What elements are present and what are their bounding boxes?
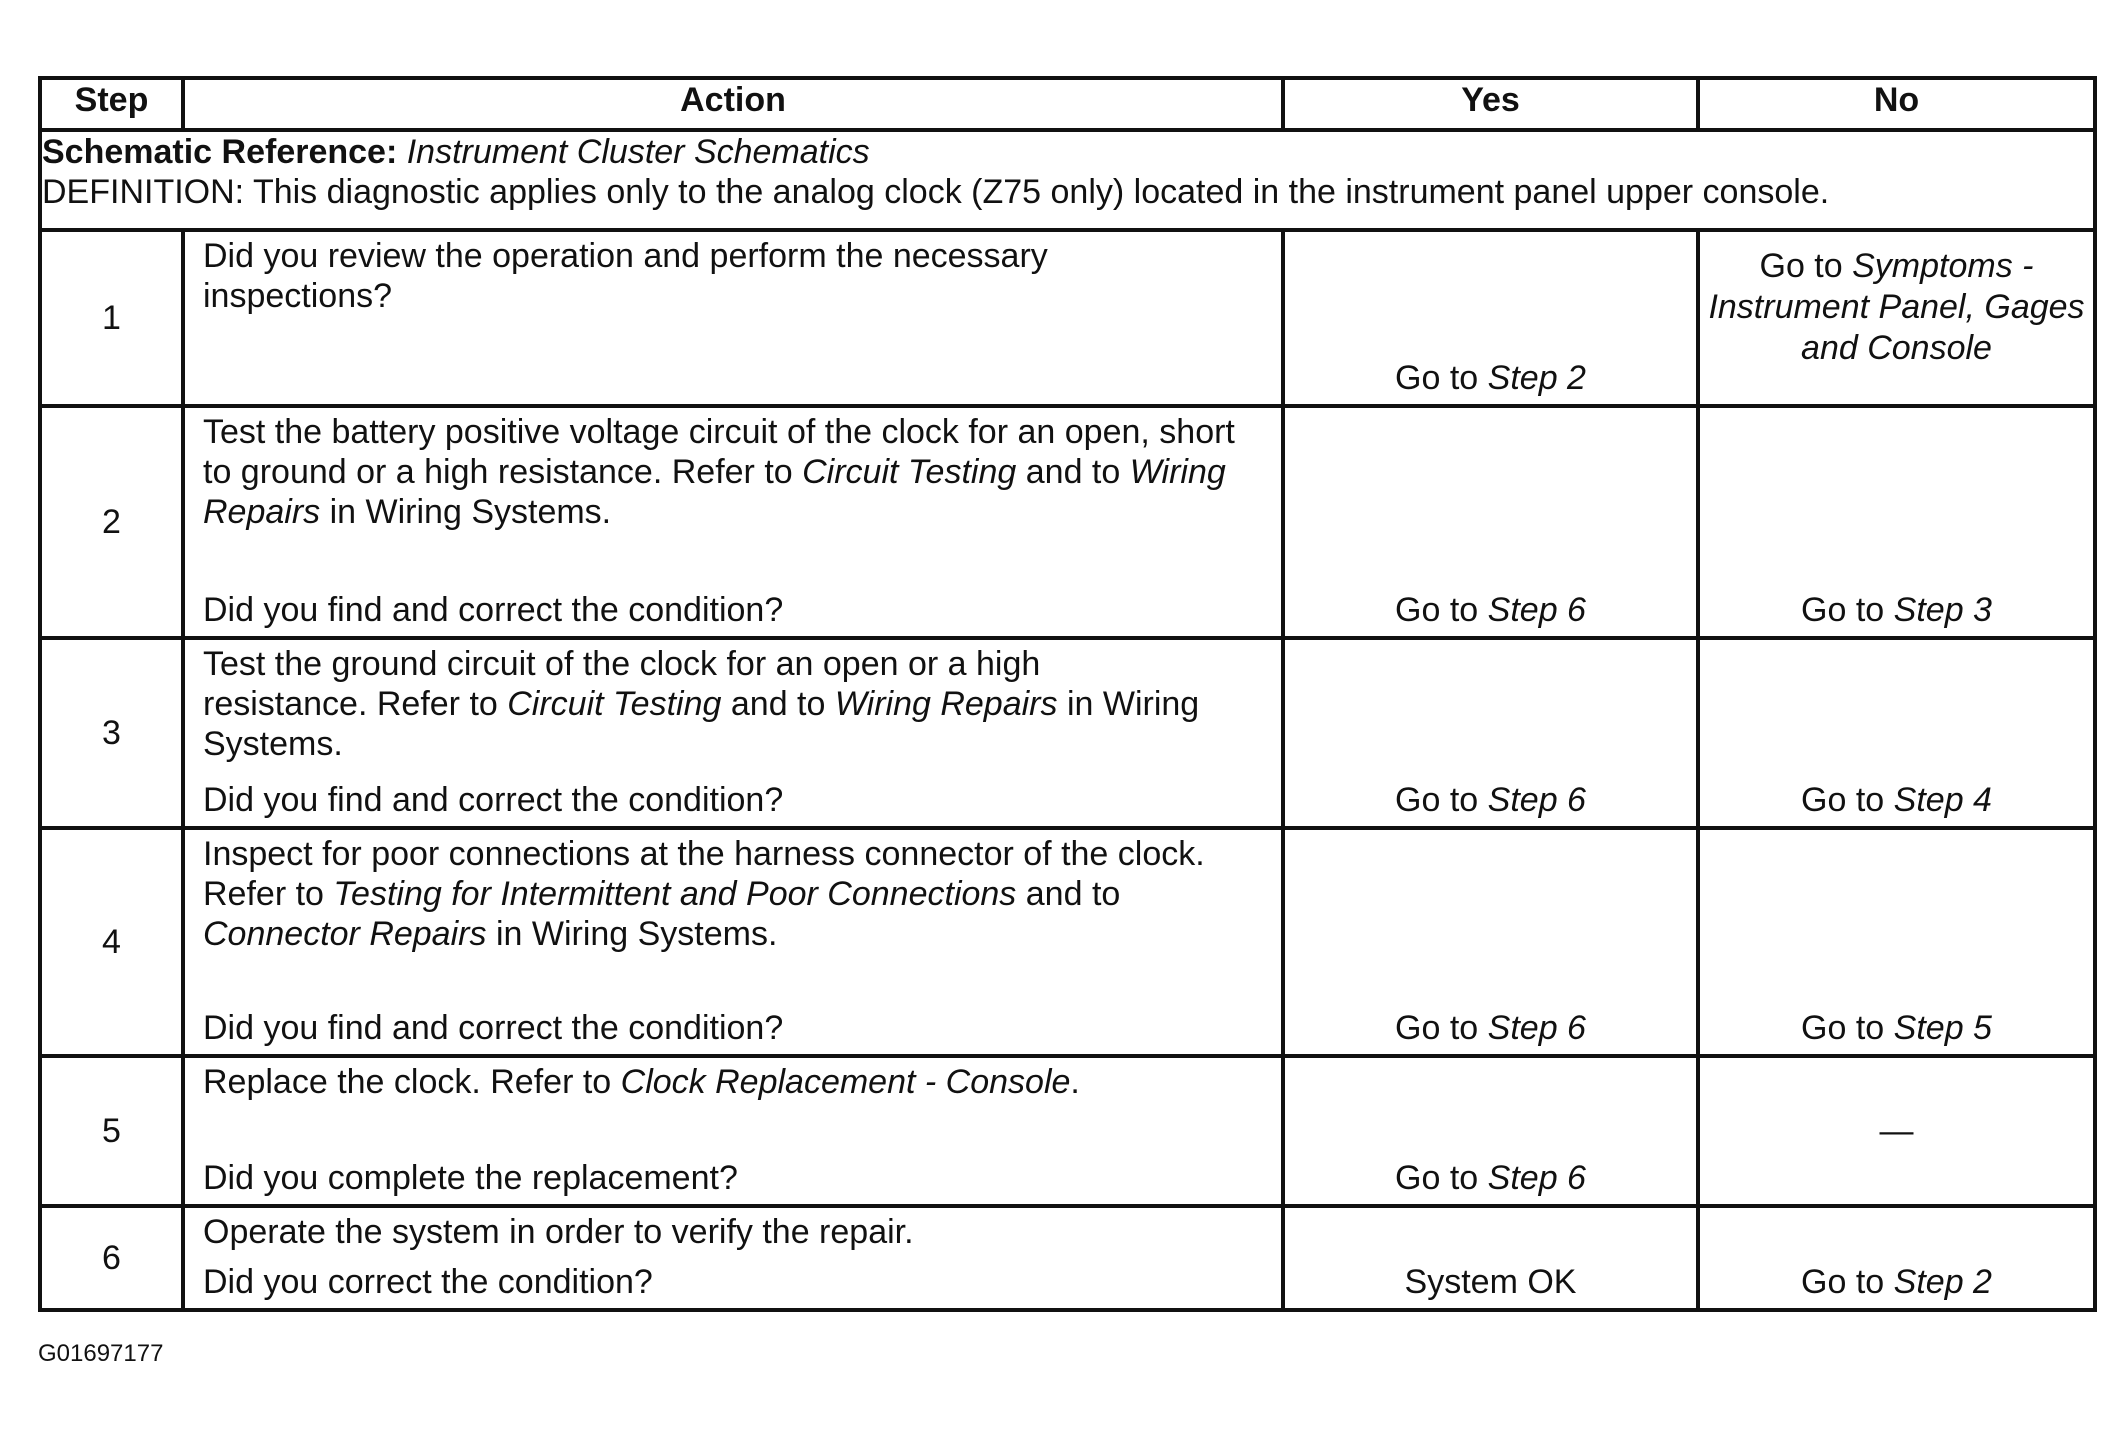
action-cell	[183, 828, 1283, 1056]
no-target: Step 3	[1893, 591, 1992, 629]
header-row	[40, 78, 2095, 130]
instruction-part: Replace the clock. Refer to	[203, 1063, 612, 1101]
question-text: Did you find and correct the condition?	[203, 591, 784, 629]
reference-link: Circuit Testing	[802, 453, 1017, 491]
table-row	[40, 406, 2095, 638]
no-cell	[1698, 1056, 2095, 1206]
no-target: Symptoms - Instrument Panel, Gages and Console	[1708, 247, 2085, 367]
yes-cell	[1283, 828, 1698, 1056]
table-row	[40, 230, 2095, 406]
yes-goto	[1285, 780, 1696, 820]
action-cell	[183, 1056, 1283, 1206]
reference-link: Testing for Intermittent and Poor Connections	[333, 875, 1017, 913]
yes-goto	[1285, 1008, 1696, 1048]
instruction-part: in Wiring Systems.	[329, 493, 612, 531]
yes-cell	[1283, 1056, 1698, 1206]
diagnostic-table	[38, 76, 2097, 1312]
table-row	[40, 638, 2095, 828]
action-cell	[183, 638, 1283, 828]
instruction-part: in Wiring Systems.	[495, 915, 778, 953]
schematic-label: Schematic Reference:	[42, 133, 398, 171]
instruction-text	[203, 644, 1263, 764]
question-text: Did you find and correct the condition?	[203, 1009, 784, 1047]
no-cell	[1698, 638, 2095, 828]
reference-link: Wiring Repairs	[834, 685, 1058, 723]
goto-prefix: Go to	[1801, 1009, 1885, 1047]
no-cell	[1698, 1206, 2095, 1310]
goto-prefix: Go to	[1395, 591, 1479, 629]
yes-cell	[1283, 1206, 1698, 1310]
reference-link: Wiring Repairs	[203, 453, 1226, 531]
no-goto	[1700, 1262, 2093, 1302]
reference-link: Connector Repairs	[203, 915, 487, 953]
question-text: Did you review the operation and perform the necessary inspections?	[203, 237, 1048, 315]
action-cell	[183, 406, 1283, 638]
step-number: 5	[40, 1056, 183, 1206]
goto-prefix: Go to	[1759, 247, 1843, 285]
yes-cell	[1283, 230, 1698, 406]
definition-text: DEFINITION: This diagnostic applies only to the analog clock (Z75 only) located in the instrument panel upper console.	[42, 173, 1830, 211]
header-no: No	[1698, 78, 2095, 130]
no-goto	[1700, 246, 2093, 369]
yes-target: Step 6	[1487, 1159, 1586, 1197]
question-text: Did you find and correct the condition?	[203, 781, 784, 819]
no-target: Step 5	[1893, 1009, 1992, 1047]
action-cell	[183, 230, 1283, 406]
yes-target: Step 6	[1487, 1009, 1586, 1047]
no-target: Step 4	[1893, 781, 1992, 819]
goto-prefix: Go to	[1395, 1009, 1479, 1047]
schematic-ref: Instrument Cluster Schematics	[406, 133, 870, 171]
no-goto	[1700, 780, 2093, 820]
instruction-part: and to	[1025, 453, 1121, 491]
no-goto	[1700, 1008, 2093, 1048]
goto-prefix: Go to	[1395, 359, 1479, 397]
figure-id: G01697177	[38, 1340, 164, 1367]
yes-target: Step 2	[1487, 359, 1586, 397]
instruction-part: and to	[1025, 875, 1121, 913]
reference-link: Clock Replacement - Console	[620, 1063, 1071, 1101]
instruction-text: Operate the system in order to verify the repair.	[203, 1213, 914, 1251]
no-cell	[1698, 406, 2095, 638]
step-number: 4	[40, 828, 183, 1056]
intro-cell	[40, 130, 2095, 230]
no-dash: —	[1879, 1112, 1914, 1150]
instruction-part: Test the battery positive voltage circuit of the clock for an open, short to ground or a high resistance. Refer to	[203, 413, 1235, 491]
goto-prefix: Go to	[1801, 591, 1885, 629]
yes-goto	[1285, 358, 1696, 398]
instruction-part: in Wiring Systems.	[203, 685, 1200, 763]
instruction-text	[203, 412, 1263, 532]
step-number: 1	[40, 230, 183, 406]
schematic-reference	[42, 132, 2093, 172]
step-number: 6	[40, 1206, 183, 1310]
step-number: 2	[40, 406, 183, 638]
yes-goto	[1285, 1158, 1696, 1198]
no-target: Step 2	[1893, 1263, 1992, 1301]
yes-result: System OK	[1404, 1263, 1577, 1301]
table-row	[40, 1056, 2095, 1206]
goto-prefix: Go to	[1801, 781, 1885, 819]
question-text: Did you complete the replacement?	[203, 1159, 738, 1197]
yes-cell	[1283, 638, 1698, 828]
no-goto	[1700, 590, 2093, 630]
goto-prefix: Go to	[1801, 1263, 1885, 1301]
no-cell	[1698, 828, 2095, 1056]
instruction-part: .	[1070, 1063, 1080, 1101]
header-step: Step	[40, 78, 183, 130]
question-text: Did you correct the condition?	[203, 1263, 653, 1301]
goto-prefix: Go to	[1395, 1159, 1479, 1197]
action-cell	[183, 1206, 1283, 1310]
table-row	[40, 1206, 2095, 1310]
intro-row	[40, 130, 2095, 230]
yes-cell	[1283, 406, 1698, 638]
yes-target: Step 6	[1487, 781, 1586, 819]
instruction-part: Inspect for poor connections at the harness connector of the clock. Refer to	[203, 835, 1205, 913]
header-yes: Yes	[1283, 78, 1698, 130]
goto-prefix: Go to	[1395, 781, 1479, 819]
table-row	[40, 828, 2095, 1056]
no-cell	[1698, 230, 2095, 406]
step-number: 3	[40, 638, 183, 828]
header-action: Action	[183, 78, 1283, 130]
instruction-text	[203, 834, 1263, 954]
instruction-part: and to	[730, 685, 826, 723]
yes-target: Step 6	[1487, 591, 1586, 629]
instruction-text	[203, 1062, 1263, 1102]
yes-goto	[1285, 590, 1696, 630]
reference-link: Circuit Testing	[507, 685, 722, 723]
instruction-part: Test the ground circuit of the clock for an open or a high resistance. Refer to	[203, 645, 1041, 723]
